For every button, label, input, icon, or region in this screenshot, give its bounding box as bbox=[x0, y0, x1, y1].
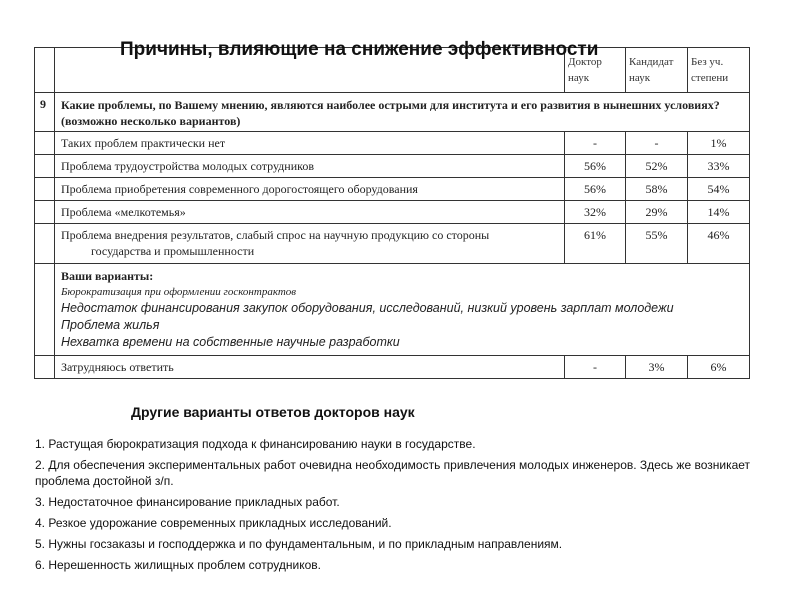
row-num-empty bbox=[35, 178, 55, 201]
section-subtitle: Другие варианты ответов докторов наук bbox=[131, 404, 415, 420]
row-value-no-degree: 6% bbox=[688, 356, 750, 379]
row-value-candidate: 58% bbox=[626, 178, 688, 201]
list-item: 5. Нужны госзаказы и господдержка и по фундаментальным, и по прикладным направлениям. bbox=[35, 537, 563, 551]
row-label-line1: Проблема внедрения результатов, слабый спрос на научную продукцию со стороны bbox=[61, 228, 490, 242]
row-num-empty bbox=[35, 356, 55, 379]
table-row bbox=[35, 132, 750, 155]
table-row bbox=[35, 155, 750, 178]
row-value-candidate: 3% bbox=[626, 356, 688, 379]
table-row bbox=[35, 356, 750, 379]
row-label: Затрудняюсь ответить bbox=[55, 356, 565, 379]
header-empty-num bbox=[35, 48, 55, 93]
table-row bbox=[35, 178, 750, 201]
row-value-doctor: 32% bbox=[565, 201, 626, 224]
question-number: 9 bbox=[35, 93, 55, 132]
row-num-empty bbox=[35, 224, 55, 264]
row-value-doctor: - bbox=[565, 356, 626, 379]
header-no-degree: Без уч. степени bbox=[688, 48, 750, 93]
row-label: Таких проблем практически нет bbox=[55, 132, 565, 155]
header-candidate: Кандидат наук bbox=[626, 48, 688, 93]
list-item: 3. Недостаточное финансирование прикладных работ. bbox=[35, 495, 340, 509]
row-num-empty bbox=[35, 132, 55, 155]
row-value-no-degree: 1% bbox=[688, 132, 750, 155]
variant-item: Нехватка времени на собственные научные разработки bbox=[61, 335, 400, 349]
list-item: 2. Для обеспечения экспериментальных работ очевидна необходимость привлечения молодых инженеров. Здесь же возникает проблема достойной з/п. bbox=[35, 458, 751, 488]
variants-row bbox=[35, 264, 750, 356]
list-item: 4. Резкое удорожание современных прикладных исследований. bbox=[35, 516, 392, 530]
row-value-candidate: 55% bbox=[626, 224, 688, 264]
row-value-doctor: 56% bbox=[565, 178, 626, 201]
row-value-candidate: 29% bbox=[626, 201, 688, 224]
question-text-content: Какие проблемы, по Вашему мнению, являются наиболее острыми для института и его развития в нынешних условиях? (возможно несколько вариантов) bbox=[61, 98, 720, 128]
row-value-no-degree: 14% bbox=[688, 201, 750, 224]
table-row bbox=[35, 201, 750, 224]
row-value-candidate: - bbox=[626, 132, 688, 155]
row-num-empty bbox=[35, 201, 55, 224]
row-value-no-degree: 46% bbox=[688, 224, 750, 264]
row-label: Проблема трудоустройства молодых сотрудников bbox=[55, 155, 565, 178]
row-value-candidate: 52% bbox=[626, 155, 688, 178]
variants-label: Ваши варианты: bbox=[61, 269, 154, 283]
row-value-no-degree: 54% bbox=[688, 178, 750, 201]
answers-list bbox=[35, 436, 765, 578]
row-value-doctor: - bbox=[565, 132, 626, 155]
row-num-empty bbox=[35, 155, 55, 178]
page-title: Причины, влияющие на снижение эффективности bbox=[120, 39, 599, 60]
row-value-no-degree: 33% bbox=[688, 155, 750, 178]
question-text bbox=[55, 93, 750, 132]
row-label: Проблема приобретения современного дорогостоящего оборудования bbox=[55, 178, 565, 201]
variants-cell bbox=[55, 264, 750, 356]
table-row bbox=[35, 224, 750, 264]
list-item: 1. Растущая бюрократизация подхода к финансированию науки в государстве. bbox=[35, 437, 476, 451]
variant-item: Бюрократизация при оформлении госконтрактов bbox=[61, 286, 297, 298]
variant-item: Проблема жилья bbox=[61, 318, 160, 332]
row-label bbox=[55, 224, 565, 264]
row-value-doctor: 61% bbox=[565, 224, 626, 264]
variant-item: Недостаток финансирования закупок оборудования, исследований, низкий уровень зарплат молодежи bbox=[61, 301, 674, 315]
row-label-line2: государства и промышленности bbox=[91, 244, 255, 258]
question-row bbox=[35, 93, 750, 132]
row-num-empty bbox=[35, 264, 55, 356]
row-value-doctor: 56% bbox=[565, 155, 626, 178]
header-doctor: Доктор наук bbox=[565, 48, 626, 93]
row-label: Проблема «мелкотемья» bbox=[55, 201, 565, 224]
list-item: 6. Нерешенность жилищных проблем сотрудников. bbox=[35, 558, 321, 572]
survey-table bbox=[34, 47, 750, 379]
